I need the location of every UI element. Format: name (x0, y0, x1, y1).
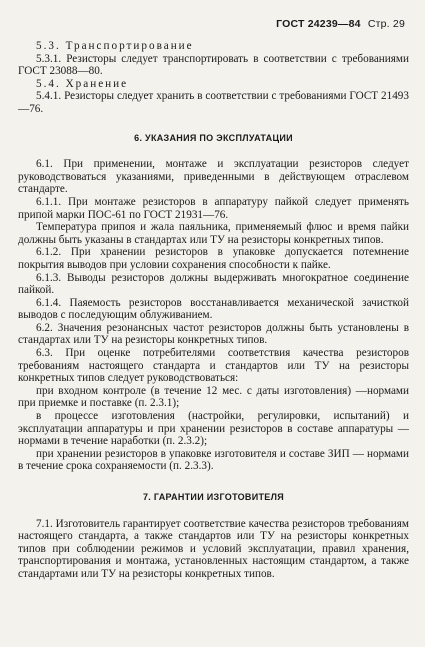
paragraph-6-1-3: 6.1.3. Выводы резисторов должны выдерживать многократное соединение пайкой. (18, 271, 409, 297)
standard-number: ГОСТ 24239—84 (276, 18, 361, 30)
page-header (276, 18, 405, 30)
paragraph-6-1: 6.1. При применении, монтаже и эксплуатации резисторов следует руководствоваться указаниями, приведенными в действующем отраслевом стандарте. (18, 158, 409, 196)
paragraph-6-3-a: при входном контроле (в течение 12 мес. с даты изготовления) —нормами при приемке и поставке (п. 2.3.1); (18, 384, 409, 410)
paragraph-6-2: 6.2. Значения резонансных частот резисторов должны быть установлены в стандартах или ТУ на резисторы конкретных типов. (18, 321, 409, 347)
paragraph-6-1-1: 6.1.1. При монтаже резисторов в аппаратуру пайкой следует применять припой марки ПОС-61 по ГОСТ 21931—76. (18, 195, 409, 221)
paragraph-7-1: 7.1. Изготовитель гарантирует соответствие качества резисторов требованиям настоящего стандарта, а также стандартов или ТУ на резисторы конкретных типов при соблюдении режимов и условий эксплуатации, правил хранения, транспортирования и монтажа, установленных настоящим стандартом, а также стандартами или ТУ на резисторы конкретных типов. (18, 517, 409, 580)
paragraph-6-1-2: 6.1.2. При хранении резисторов в упаковке допускается потемнение покрытия выводов при условии сохранения способности к пайке. (18, 246, 409, 271)
paragraph-6-1-4: 6.1.4. Паяемость резисторов восстанавливается механической зачисткой выводов с последующим облуживанием. (18, 296, 409, 322)
paragraph-6-3-b: в процессе изготовления (настройки, регулировки, испытаний) и эксплуатации аппаратуры и при хранении резисторов в составе аппаратуры — нормами в течение наработки (п. 2.3.2); (18, 410, 409, 448)
section-6-title: 6. УКАЗАНИЯ ПО ЭКСПЛУАТАЦИИ (134, 132, 293, 143)
paragraph-5-4-1: 5.4.1. Резисторы следует хранить в соответствии с требованиями ГОСТ 21493—76. (18, 90, 409, 115)
subsection-title-transport: 5.3. Транспортирование (36, 40, 194, 52)
paragraph-6-3: 6.3. При оценке потребителями соответствия качества резисторов требованиям настоящего стандарта и стандартов или ТУ на резисторы конкретных типов следует руководствоваться: (18, 347, 409, 385)
paragraph-5-3-1: 5.3.1. Резисторы следует транспортировать в соответствии с требованиями ГОСТ 23088—80. (18, 52, 409, 78)
document-body (18, 40, 409, 581)
section-7-title: 7. ГАРАНТИИ ИЗГОТОВИТЕЛЯ (142, 492, 284, 502)
subsection-title-storage: 5.4. Хранение (36, 77, 129, 90)
page-number: Стр. 29 (367, 18, 405, 30)
paragraph-6-1-1-b: Температура припоя и жала паяльника, применяемый флюс и время пайки должны быть указаны в стандартах или ТУ на резисторы конкретных типов. (18, 221, 409, 246)
paragraph-6-3-c: при хранении резисторов в упаковке изготовителя и составе ЗИП — нормами в течение срока сохраняемости (п. 2.3.3). (18, 447, 409, 473)
